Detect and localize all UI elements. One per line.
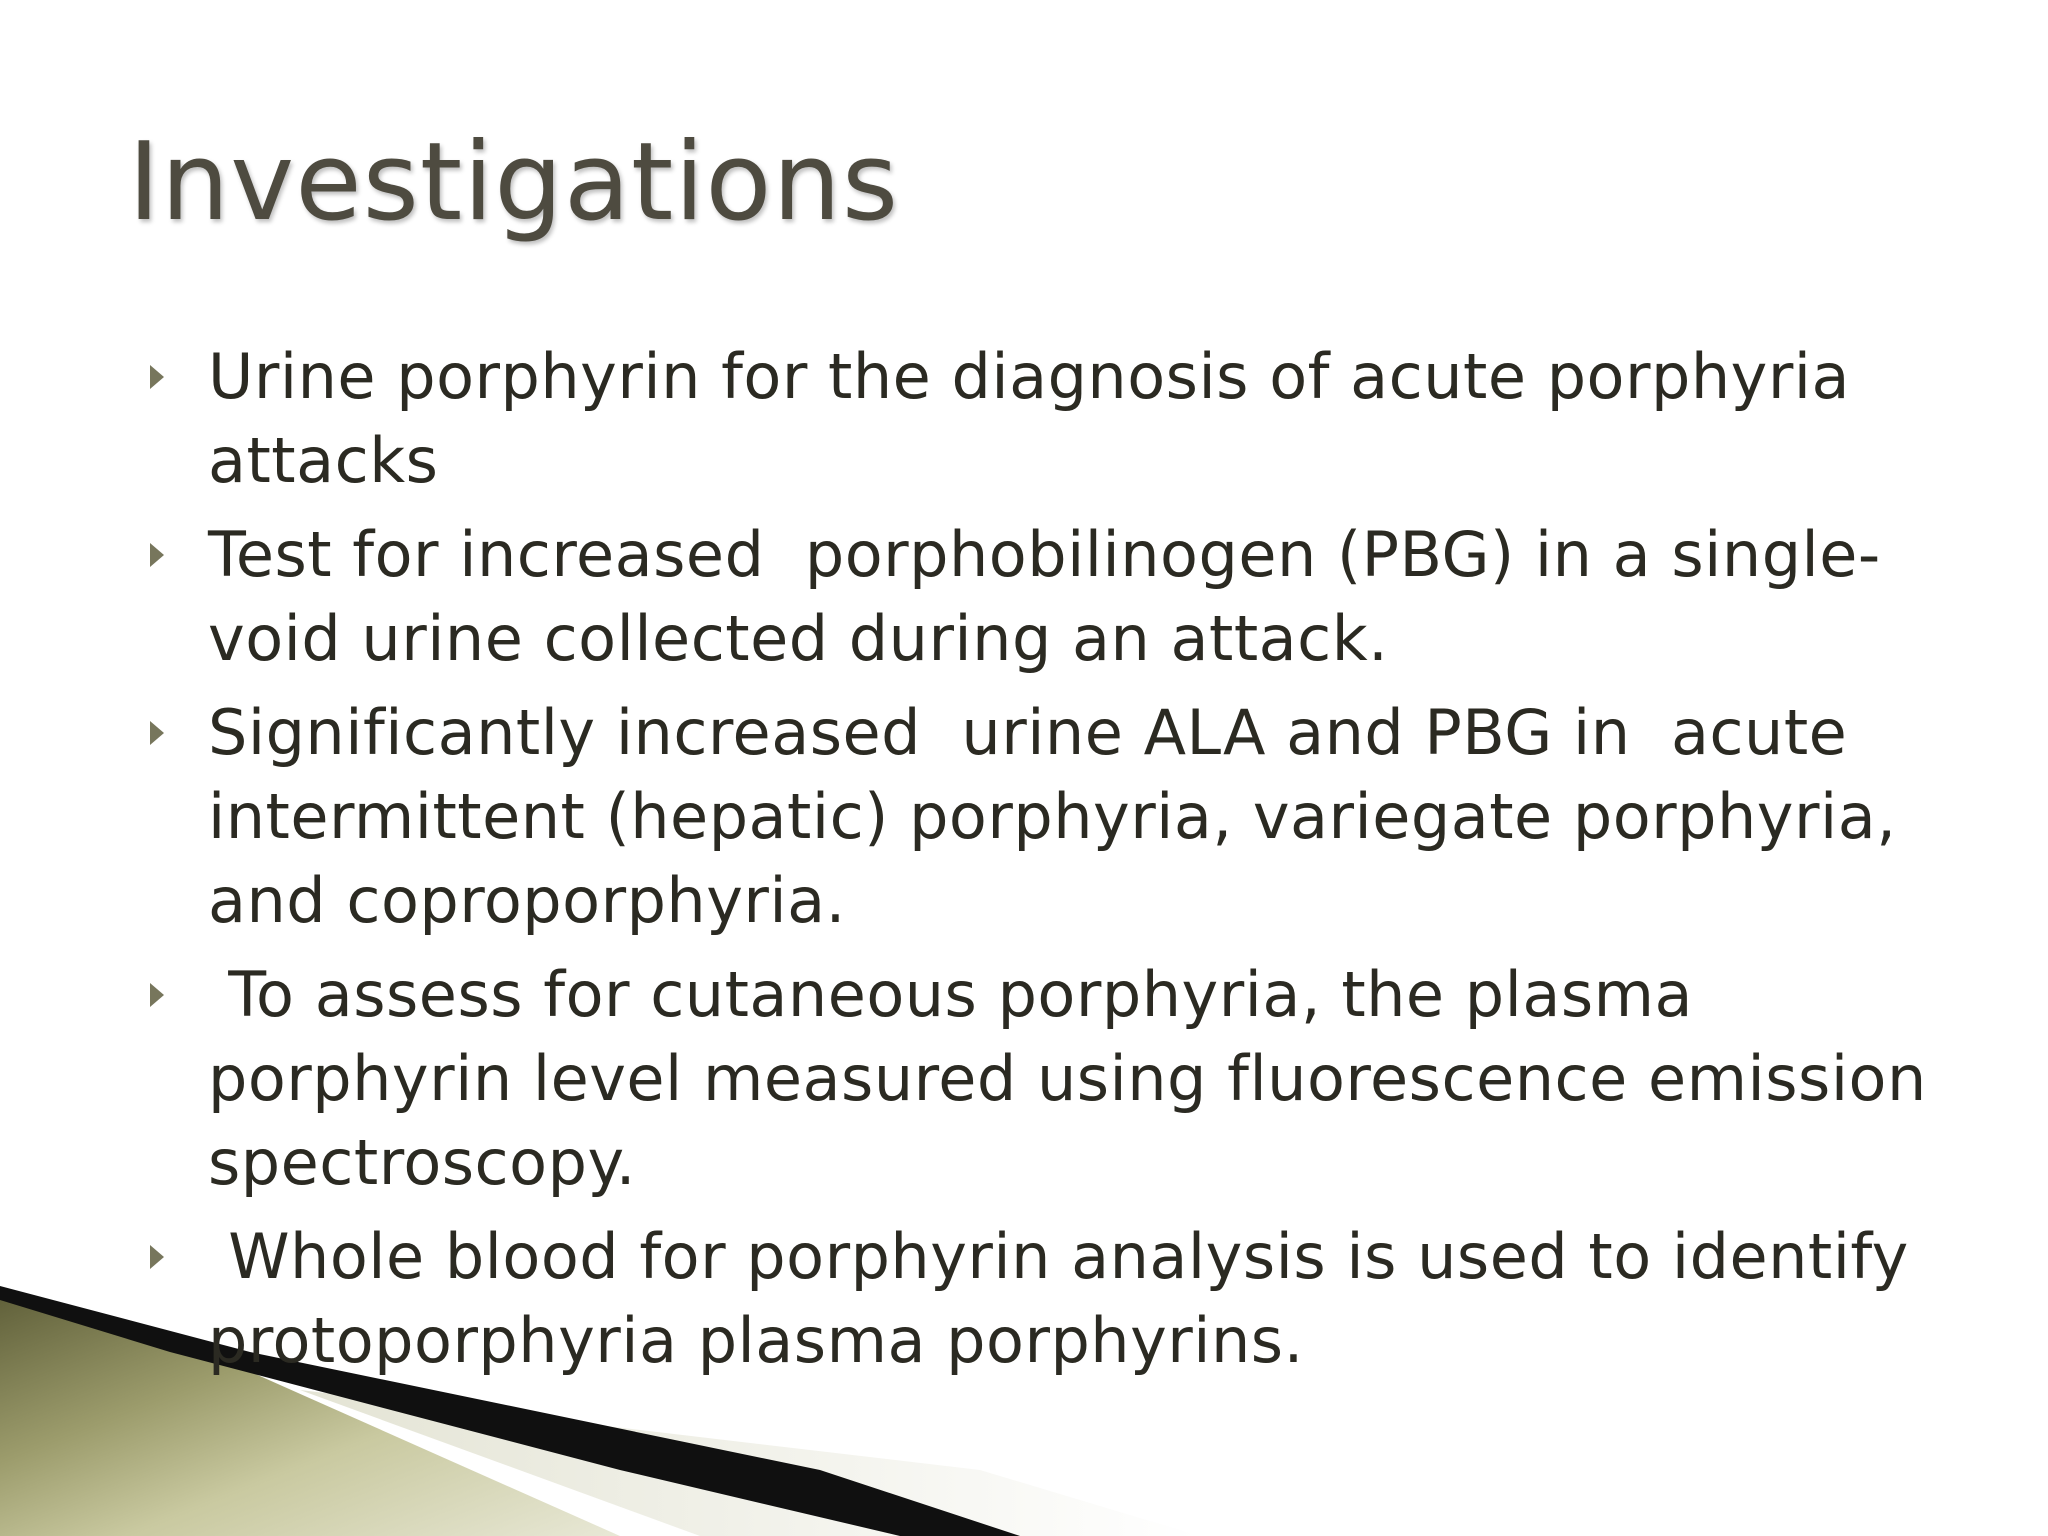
bullet-item xyxy=(0,691,2048,943)
bullet-text: Whole blood for porphyrin analysis is used to identify protoporphyria plasma porphyrins. xyxy=(208,1220,1930,1377)
triangle-bullet-icon xyxy=(150,983,164,1007)
bullet-text: To assess for cutaneous porphyria, the plasma porphyrin level measured using fluorescence emission spectroscopy. xyxy=(208,958,1947,1199)
bullet-text: Test for increased porphobilinogen (PBG) in a single-void urine collected during an attack. xyxy=(208,518,1881,675)
bullet-text: Significantly increased urine ALA and PBG in acute intermittent (hepatic) porphyria, variegate porphyria, and coproporphyria. xyxy=(208,696,1917,937)
slide-title: Investigations xyxy=(128,120,900,245)
triangle-bullet-icon xyxy=(150,543,164,567)
triangle-bullet-icon xyxy=(150,1245,164,1269)
bullet-item xyxy=(0,335,2048,503)
bullet-list xyxy=(0,335,2048,1393)
triangle-bullet-icon xyxy=(150,721,164,745)
bullet-item xyxy=(0,1215,2048,1383)
triangle-bullet-icon xyxy=(150,365,164,389)
bullet-item xyxy=(0,513,2048,681)
bullet-text: Urine porphyrin for the diagnosis of acute porphyria attacks xyxy=(208,340,1871,497)
bullet-item xyxy=(0,953,2048,1205)
